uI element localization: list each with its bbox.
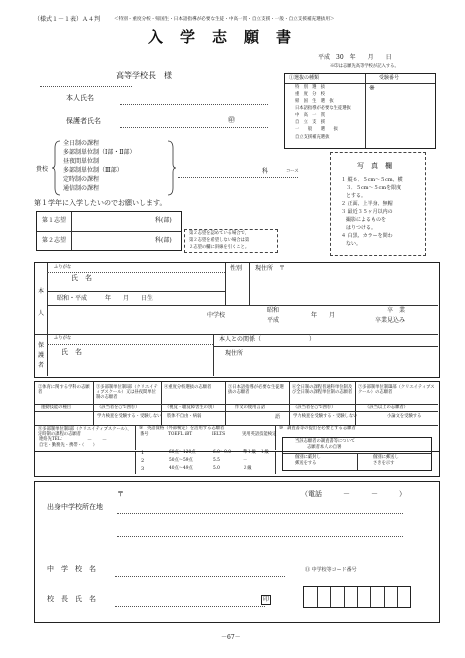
person-side-label: 本 (38, 288, 45, 295)
option-10-left[interactable]: 郵送をする (295, 461, 317, 466)
person-furigana: ふりがな (54, 265, 72, 270)
selection-col2: 受験番号 (379, 75, 400, 81)
bottom-address-field[interactable] (117, 513, 403, 514)
option-physical-ed[interactable]: 体育に関する学科の志願者 (38, 385, 90, 395)
option-number: ③ (96, 385, 101, 390)
person-era[interactable]: 昭和 (267, 307, 280, 314)
choice-intro: 第１学年に入学したいのでお願いします。 (34, 199, 167, 207)
bottom-jhs-address: 出身中学校所在地 (47, 503, 103, 511)
course-brace-left (52, 140, 62, 196)
bottom-code-label: ⑪ 中学校等コード番号 (305, 567, 357, 573)
selection-row[interactable]: 特 別 選 抜 (295, 85, 326, 90)
option-sub: 運動技能の種目 (41, 405, 72, 410)
english-cell: 6.0～9.0 (213, 450, 231, 455)
english-cell: 60点～120点 (169, 450, 196, 455)
option-number: ⑤ (228, 385, 233, 390)
photo-line: ない。 (341, 241, 362, 247)
addressee-line (40, 86, 132, 87)
option-10-text[interactable]: 調査書等の提出を必要とする志願者 (287, 426, 356, 431)
guardian-address-label: 現住所 (225, 350, 244, 357)
addressee: 高等学校長 様 (116, 71, 172, 80)
option-number: ② (38, 385, 43, 390)
option-number: ⑨ (139, 426, 143, 431)
choice-note-line: 第２志望を認めている場合で、 (189, 231, 250, 236)
english-header: TOEFL iBT (168, 432, 193, 437)
option-credit-system[interactable]: 全日制の課程普通科単位制及び全日制の課程単位制の志願者 (292, 385, 353, 395)
course-small: コース (286, 169, 299, 174)
course-option[interactable]: 全日制の課程 (63, 140, 100, 147)
person-birth[interactable]: 昭和・平成 年 月 日生 (57, 295, 154, 302)
person-side-label: 人 (38, 310, 45, 317)
option-sub-value[interactable]: 小論文を受験する (387, 414, 422, 419)
option-sub: （該当者を○で囲む） (97, 405, 140, 410)
choice-table (36, 211, 182, 251)
course-ka: 科 (262, 168, 269, 175)
choice-note-line: 第２志望を希望しない場合は第 (189, 238, 250, 243)
guardian-side-label: 者 (38, 362, 45, 369)
photo-title: 写 真 欄 (357, 162, 392, 170)
option-10-inner: 志願者本人の自署 (307, 445, 342, 450)
option-sub-value[interactable]: 肢体不自由・病弱 (167, 414, 202, 419)
applicant-name-label: 本人氏名 (66, 94, 94, 102)
bottom-principal: 校 長 氏 名 (47, 595, 96, 603)
photo-line: ２ 正面、上半身、無帽 (341, 201, 393, 207)
course-option[interactable]: 定時制の課程 (63, 176, 100, 183)
option-8-home[interactable]: 自宅・勤務先・携帯・（ ） (39, 443, 98, 448)
option-multi-part[interactable]: 多部制単位制Ⅰ部（クリエイティブスクール）又は昼夜間単位制の志願者 (96, 385, 158, 400)
course-label: 貴校 (36, 166, 49, 173)
selection-mark: ※ (369, 84, 375, 92)
guardian-side-label: 護 (38, 352, 45, 359)
person-sex-label: 性別 (230, 265, 243, 272)
english-cell: － (243, 458, 248, 463)
page-number: －67－ (221, 634, 241, 641)
english-cell[interactable]: 1 (141, 450, 145, 456)
bottom-seal-box (261, 595, 271, 605)
photo-line: とする。 (341, 193, 367, 199)
date-line: 平成 30 年 月 日 (318, 54, 392, 61)
photo-line: 撮影によるものを (341, 217, 387, 223)
bottom-tel[interactable]: （電話 － － ） (301, 490, 406, 498)
selection-row[interactable]: 一 般 選 抜 (295, 127, 338, 132)
choice-note-line: ２志望の欄に斜線を引くこと。 (189, 245, 250, 250)
course-option[interactable]: 通信制の課程 (63, 185, 100, 192)
option-sub: （視覚・聴覚障害生の別） (165, 405, 217, 410)
course-option[interactable]: 多部制単位制（Ⅰ部・Ⅱ部） (63, 149, 136, 156)
selection-row[interactable]: 中 高 一 貫 (295, 113, 326, 118)
english-cell: 50点～59点 (169, 458, 193, 463)
option-number: ④ (164, 385, 169, 390)
bottom-jhs-field[interactable] (115, 576, 285, 577)
course-brace-right (166, 140, 176, 196)
option-sub: 作文の使用言語 (235, 405, 266, 410)
person-school-label: 中学校 (207, 312, 226, 319)
option-sub: （該当以上の志願者） (365, 405, 408, 410)
choice-second-label: 第２志望 (42, 237, 67, 244)
page-title: 入 学 志 願 書 (148, 28, 293, 46)
english-cell: ２級 (243, 466, 252, 471)
photo-line: ３ 最近３５ヶ月以内の (341, 209, 393, 215)
guardian-name-field[interactable] (120, 127, 268, 128)
person-year-month: 年 月 (311, 312, 336, 319)
choice-first-label: 第１志望 (42, 217, 67, 224)
person-graduate-expected[interactable]: 卒業見込み (375, 317, 406, 324)
option-number: ⑧ (38, 427, 43, 432)
bottom-code-boxes[interactable] (303, 586, 411, 608)
person-graduate[interactable]: 卒 業 (387, 307, 406, 314)
english-header: 番号 (140, 432, 149, 437)
option-10-box (282, 437, 432, 471)
bottom-block (34, 481, 440, 623)
option-number: ⑩ (279, 426, 283, 431)
option-sub-value[interactable]: 学力検査を受験する・受験しない (293, 414, 358, 419)
guardian-seal: ㊞ (228, 116, 235, 124)
photo-line: １ 縦６．５cm～５cm、横 (341, 177, 403, 183)
guardian-furigana: ふりがな (54, 336, 72, 341)
english-cell: 5.5 (213, 458, 220, 463)
selection-row[interactable]: 重 度 分 校 (295, 92, 326, 97)
option-8-contact: 連絡先TEL： (39, 437, 66, 442)
english-cell: 40点～49点 (169, 466, 193, 471)
english-header: 実用英語技能検定 (242, 432, 277, 437)
option-sub: （該当者を○で囲む） (293, 405, 336, 410)
english-header: IELTS (212, 432, 226, 437)
option-10-right[interactable]: さきを示す (373, 461, 395, 466)
photo-line: ４ 白黒、カラーを問わ (341, 233, 393, 239)
option-8-text[interactable]: 多部制単位制Ⅰ部（クリエイティブスクール）、定時制の課程の志願者 (38, 427, 132, 437)
option-sub-value[interactable]: 学力検査を受験する・受験しない (97, 414, 162, 419)
guardian-side-label: 保 (38, 342, 45, 349)
course-option[interactable]: 多部制単位制（Ⅲ部） (63, 167, 123, 174)
course-option[interactable]: 昼夜間単位制 (63, 158, 100, 165)
bottom-principal-field[interactable] (115, 606, 265, 607)
option-10-left[interactable]: 個別に厳封し (295, 455, 321, 460)
person-address-label: 現住所 〒 (255, 265, 286, 272)
english-cell: 準１級・１級 (243, 450, 269, 455)
photo-line: ３．５cm～５cmを限度 (341, 185, 402, 191)
bottom-seal: 印 (263, 596, 270, 603)
option-10-right[interactable]: 個別に郵送し (373, 455, 399, 460)
person-era2[interactable]: 平成 (267, 317, 280, 324)
photo-line: はりつける。 (341, 225, 377, 231)
choice-note (184, 229, 278, 253)
person-name-label: 氏 名 (71, 274, 92, 282)
english-cell[interactable]: 2 (141, 458, 145, 464)
guardian-relation[interactable]: 本人との関係（ ） (219, 336, 316, 343)
form-note: ＜特別・重度分校・帰国生・日本語指導が必要な生徒・中高一貫・自立支援・一般・自立支援補充選抜用＞ (114, 17, 335, 22)
choice-second-ka[interactable]: 科(部) (155, 237, 172, 244)
selection-row[interactable]: 自立支援補充選抜 (295, 135, 330, 140)
option-10-inner: 当該志願者の調査書等について (295, 439, 356, 444)
english-cell[interactable]: 3 (141, 466, 145, 472)
course-ka-field[interactable] (178, 177, 298, 178)
option-9-text[interactable]: 英語資格（外部検定）を活用する志願者 (147, 426, 225, 431)
bottom-jhs-name: 中 学 校 名 (47, 565, 96, 573)
choice-first-ka[interactable]: 科(部) (155, 217, 172, 224)
person-block (34, 262, 440, 378)
option-sub-value: 語 (275, 414, 281, 420)
option-number: ⑦ (358, 385, 363, 390)
form-code: （様式１－１表）Ａ４判 (34, 16, 101, 23)
selection-row[interactable]: 自 立 支 援 (295, 120, 326, 125)
option-8-dash: － － (87, 437, 108, 443)
option-number: ⑥ (292, 385, 297, 390)
english-cell: 5.0 (213, 466, 220, 471)
guardian-name-label: 氏 名 (61, 348, 82, 356)
selection-col1: ①選抜の種類 (289, 75, 320, 81)
selection-row[interactable]: 帰 国 生 選 抜 (295, 99, 334, 104)
selection-row[interactable]: 日本語指導が必要な生徒選抜 (295, 106, 351, 111)
option-japanese[interactable]: 日本語指導が必要な生徒選抜の志願者 (228, 385, 284, 395)
photo-box (330, 152, 426, 256)
bottom-address-field-2 (117, 536, 403, 537)
guardian-name-label: 保護者氏名 (66, 117, 101, 125)
bottom-postal: 〒 (117, 490, 124, 498)
note-right: ※印は志願先高等学校が記入する。 (330, 64, 399, 69)
selection-table (284, 73, 436, 149)
applicant-name-field[interactable] (120, 104, 268, 105)
option-severe-branch[interactable]: 重度分校選抜の志願者 (168, 385, 212, 390)
option-part3[interactable]: 多部制単位制Ⅲ部（クリエイティブスクール）の志願者 (358, 385, 435, 395)
